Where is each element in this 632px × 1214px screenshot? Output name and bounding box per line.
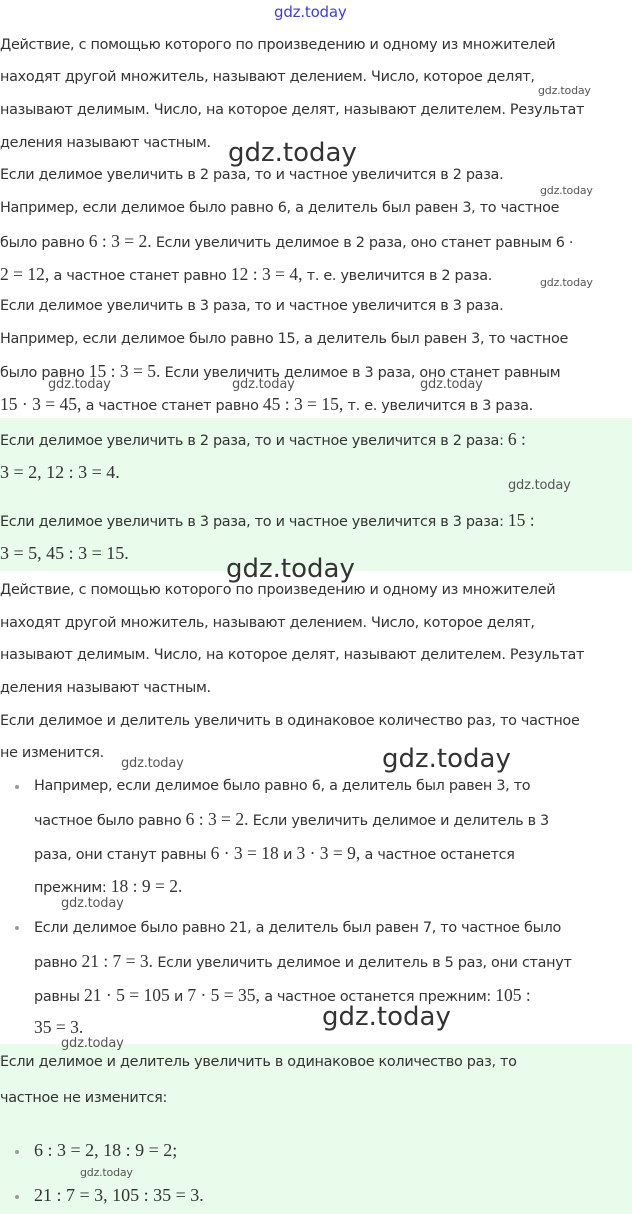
- math-expression: 6 : 3 = 2.: [185, 809, 249, 829]
- math-expression: 6 :: [507, 429, 526, 449]
- text-fragment: раза, они станут равны: [34, 847, 207, 863]
- bullet-2-line-2: [34, 952, 572, 970]
- math-expression: 21 : 7 = 3.: [81, 951, 154, 971]
- math-expression: 6 : 3 = 2.: [88, 231, 152, 251]
- watermark-top: gdz.today: [274, 3, 347, 21]
- text-fragment: т. е. увеличится в 2 раза.: [306, 268, 493, 284]
- watermark-large: gdz.today: [228, 138, 357, 168]
- math-expression: 3 · 3 = 9,: [296, 843, 361, 863]
- watermark-small: gdz.today: [121, 756, 184, 771]
- summary-triple-line-2: 3 = 5, 45 : 3 = 15.: [0, 543, 129, 563]
- example-triple-line-1: Например, если делимое было равно 15, а делитель был равен 3, то частное: [0, 331, 569, 347]
- watermark-small: gdz.today: [540, 184, 593, 197]
- summary-double-line-2: 3 = 2, 12 : 3 = 4.: [0, 462, 120, 482]
- text-fragment: Если увеличить делимое и делитель в 3: [252, 813, 549, 829]
- text-fragment: т. е. увеличится в 3 раза.: [347, 398, 533, 414]
- summary-rule-line-2: частное не изменится:: [0, 1090, 168, 1106]
- definition-repeat-line-1: Действие, с помощью которого по произведению и одному из множителей: [0, 582, 556, 598]
- definition-line-2: находят другой множитель, называют делением. Число, которое делят,: [0, 69, 535, 85]
- text-fragment: равны: [34, 989, 80, 1005]
- bullet-1-line-4: [34, 877, 182, 895]
- math-expression: 6 · 3 = 18: [210, 843, 279, 863]
- text-fragment: а частное останется: [364, 847, 515, 863]
- text-fragment: равно: [34, 955, 78, 971]
- watermark-small: gdz.today: [61, 896, 124, 911]
- bullet-2-line-3: [34, 986, 531, 1004]
- watermark-small: gdz.today: [508, 478, 571, 493]
- definition-repeat-line-3: называют делимым. Число, на которое делят, называют делителем. Результат: [0, 647, 585, 663]
- math-expression: 45 : 3 = 15,: [262, 394, 344, 414]
- example-double-line-3: [0, 265, 492, 283]
- watermark-small: gdz.today: [420, 377, 483, 392]
- text-fragment: а частное останется прежним:: [264, 989, 491, 1005]
- rule-triple-line: Если делимое увеличить в 3 раза, то и частное увеличится в 3 раза.: [0, 298, 504, 314]
- text-fragment: было равно: [0, 365, 85, 381]
- text-fragment: было равно: [0, 235, 85, 251]
- bullet-1-line-3: [34, 844, 515, 862]
- bullet-1-line-1: Например, если делимое было равно 6, а делитель был равен 3, то: [34, 778, 531, 794]
- math-expression: 15 : 3 = 5.: [88, 361, 161, 381]
- text-fragment: Если делимое увеличить в 3 раза, то и частное увеличится в 3 раза:: [0, 514, 504, 530]
- summary-item-1: 6 : 3 = 2, 18 : 9 = 2;: [34, 1140, 178, 1160]
- example-double-line-2: [0, 232, 573, 250]
- text-fragment: и: [173, 989, 184, 1005]
- math-expression: 21 · 5 = 105: [84, 985, 170, 1005]
- watermark-small: gdz.today: [61, 1036, 124, 1051]
- example-triple-line-3: [0, 395, 533, 413]
- text-fragment: и: [283, 847, 293, 863]
- summary-item-2: 21 : 7 = 3, 105 : 35 = 3.: [34, 1185, 204, 1205]
- watermark-small: gdz.today: [232, 377, 295, 392]
- bullet-dot: [15, 1195, 19, 1199]
- rule-same-factor-line-1: Если делимое и делитель увеличить в одинаковое количество раз, то частное: [0, 713, 580, 729]
- math-expression: 15 · 3 = 45,: [0, 394, 82, 414]
- example-double-line-1: Например, если делимое было равно 6, а делитель был равен 3, то частное: [0, 200, 560, 216]
- math-expression: 35 = 3.: [34, 1017, 84, 1037]
- math-expression: 105 :: [495, 985, 531, 1005]
- text-fragment: Если увеличить делимое в 2 раза, оно станет равным 6 ·: [155, 235, 574, 251]
- math-expression: 12 : 3 = 4,: [230, 264, 303, 284]
- math-expression: 18 : 9 = 2.: [110, 876, 183, 896]
- text-fragment: а частное станет равно: [85, 398, 259, 414]
- text-fragment: Если увеличить делимое в 3 раза, оно станет равным: [164, 365, 561, 381]
- math-expression: 15 :: [507, 510, 535, 530]
- text-fragment: прежним:: [34, 880, 107, 896]
- math-expression: 2 = 12,: [0, 264, 50, 284]
- bullet-dot: [15, 926, 19, 930]
- definition-repeat-line-2: находят другой множитель, называют делением. Число, которое делят,: [0, 615, 535, 631]
- text-fragment: Если увеличить делимое и делитель в 5 раз, они станут: [157, 955, 572, 971]
- definition-line-3: называют делимым. Число, на которое делят, называют делителем. Результат: [0, 102, 585, 118]
- bullet-dot: [15, 1150, 19, 1154]
- text-fragment: а частное станет равно: [53, 268, 227, 284]
- text-fragment: Если делимое увеличить в 2 раза, то и частное увеличится в 2 раза:: [0, 433, 504, 449]
- watermark-small: gdz.today: [538, 84, 591, 97]
- watermark-small: gdz.today: [80, 1166, 133, 1179]
- math-expression: 7 · 5 = 35,: [187, 985, 260, 1005]
- rule-double-line: Если делимое увеличить в 2 раза, то и частное увеличится в 2 раза.: [0, 167, 504, 183]
- definition-repeat-line-4: деления называют частным.: [0, 680, 211, 696]
- definition-line-1: Действие, с помощью которого по произведению и одному из множителей: [0, 37, 556, 53]
- watermark-large: gdz.today: [382, 744, 511, 774]
- summary-rule-line-1: Если делимое и делитель увеличить в одинаковое количество раз, то: [0, 1054, 517, 1070]
- summary-double-line-1: [0, 430, 526, 448]
- watermark-small: gdz.today: [48, 377, 111, 392]
- summary-triple-line-1: [0, 511, 535, 529]
- watermark-small: gdz.today: [540, 276, 593, 289]
- text-fragment: частное было равно: [34, 813, 182, 829]
- definition-line-4: деления называют частным.: [0, 135, 211, 151]
- rule-same-factor-line-2: не изменится.: [0, 745, 104, 761]
- watermark-large: gdz.today: [226, 554, 355, 584]
- bullet-1-line-2: [34, 810, 549, 828]
- watermark-large: gdz.today: [322, 1002, 451, 1032]
- bullet-dot: [15, 785, 19, 789]
- bullet-2-line-4: [34, 1018, 83, 1036]
- bullet-2-line-1: Если делимое было равно 21, а делитель был равен 7, то частное было: [34, 920, 562, 936]
